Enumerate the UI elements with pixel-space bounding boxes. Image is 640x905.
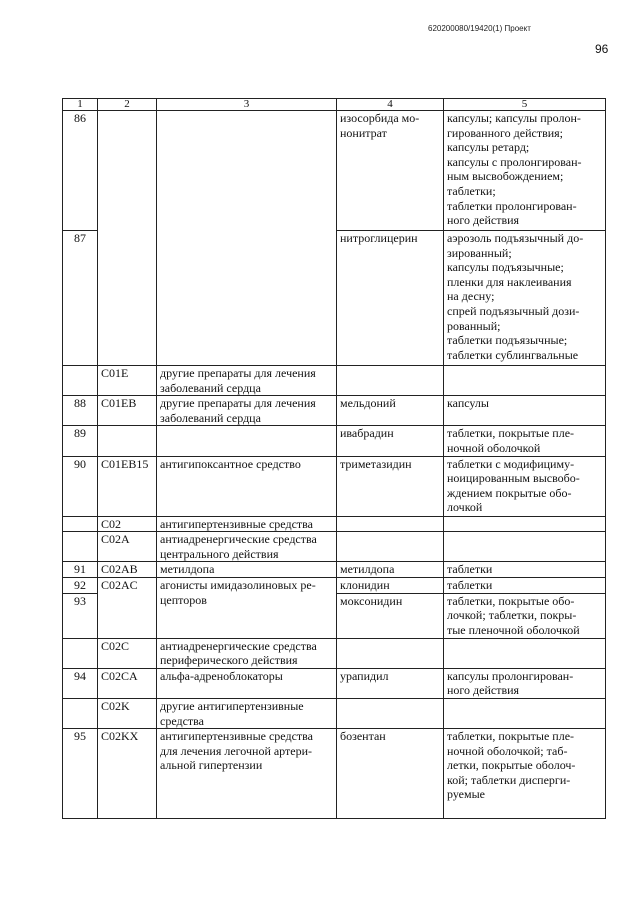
table-row [63,577,606,593]
atc-code: C01EB15 [98,456,157,516]
form-line: ным высвобождением; [447,169,564,184]
header-col-1: 1 [63,99,98,111]
form-line: таблетки, покрытые обо- [447,593,575,608]
pharm-group [157,532,337,562]
row-number: 86 [63,111,98,231]
inn-line: ивабрадин [340,426,394,441]
inn-line: триметазидин [340,456,412,471]
pharm-group [157,516,337,532]
form-line: капсулы [447,396,489,411]
form-line: кой; таблетки дисперги- [447,772,571,787]
atc-code [98,111,157,231]
header-col-3: 3 [157,99,337,111]
table-row [63,456,606,516]
dosage-forms [444,231,606,366]
atc-code: C02AB [98,562,157,578]
header-col-4: 4 [337,99,444,111]
form-line: капсулы подъязычные; [447,260,564,275]
table-row [63,396,606,426]
group-line: средства [160,713,205,728]
dosage-forms [444,638,606,668]
pharm-group [157,426,337,456]
group-line: другие препараты для лечения [160,366,316,380]
inn-line: мельдоний [340,396,396,411]
atc-code: C01EB [98,396,157,426]
dosage-forms [444,729,606,819]
dosage-forms [444,577,606,593]
group-line: метилдопа [160,562,215,577]
pharm-group [157,638,337,668]
table-row [63,562,606,578]
table-row [63,698,606,728]
form-line: капсулы пролонгирован- [447,668,574,683]
group-line: антиадренергические средства [160,638,317,653]
form-line: аэрозоль подъязычный до- [447,231,584,245]
inn-name [337,638,444,668]
dosage-forms [444,426,606,456]
group-line: для лечения легочной артери- [160,743,313,758]
row-number [63,698,98,728]
form-line: капсулы; капсулы пролон- [447,111,581,125]
row-number: 94 [63,668,98,698]
dosage-forms [444,593,606,638]
inn-line: нитроглицерин [340,231,418,245]
table-row [63,668,606,698]
table-row [63,231,606,366]
form-line: таблетки [447,577,493,592]
dosage-forms [444,366,606,396]
row-number: 88 [63,396,98,426]
group-line: альной гипертензии [160,758,263,773]
form-line: лочкой; таблетки, покры- [447,608,577,623]
document-id: 620200080/19420(1) Проект [428,24,531,33]
form-line: ного действия [447,683,520,698]
table-row [63,516,606,532]
atc-code: C02A [98,532,157,562]
pharm-group [157,698,337,728]
form-line: таблетки пролонгирован- [447,198,577,213]
group-line: антигипоксантное средство [160,456,301,471]
header-col-2: 2 [98,99,157,111]
group-line: агонисты имидазолиновых ре- [160,577,316,592]
form-line: таблетки; [447,183,496,198]
dosage-forms [444,396,606,426]
page-number: 96 [595,42,609,56]
form-line: таблетки подъязычные; [447,333,568,348]
form-line: тые пленочной оболочкой [447,622,580,637]
form-line: лочкой [447,500,483,515]
row-number: 91 [63,562,98,578]
drug-table [62,98,606,819]
row-number: 89 [63,426,98,456]
atc-code: C02CA [98,668,157,698]
table-row [63,532,606,562]
atc-code: C02 [98,516,157,532]
table-row [63,638,606,668]
form-line: ного действия [447,213,520,228]
pharm-group [157,396,337,426]
inn-name [337,516,444,532]
group-line: центрального действия [160,546,279,561]
atc-code: C02C [98,638,157,668]
pharm-group [157,366,337,396]
inn-name [337,456,444,516]
form-line: ноицированным высвобо- [447,471,580,486]
form-line: таблетки с модифициму- [447,456,575,471]
row-number: 87 [63,231,98,366]
group-line: другие препараты для лечения [160,396,316,411]
dosage-forms [444,668,606,698]
form-line: рованный; [447,318,501,333]
row-number [63,366,98,396]
pharm-group [157,577,337,638]
row-number [63,516,98,532]
group-line: заболеваний сердца [160,380,261,395]
group-line: другие антигипертензивные [160,698,304,713]
group-line: цепторов [160,592,207,607]
atc-code: C02K [98,698,157,728]
dosage-forms [444,111,606,231]
pharm-group [157,729,337,819]
inn-name [337,366,444,396]
form-line: на десну; [447,289,495,304]
dosage-forms [444,456,606,516]
inn-name [337,231,444,366]
inn-line: клонидин [340,577,390,592]
header-col-5: 5 [444,99,606,111]
inn-name [337,426,444,456]
header-row [63,99,606,111]
table-row [63,729,606,819]
dosage-forms [444,532,606,562]
atc-code: C02KX [98,729,157,819]
form-line: капсулы с пролонгирован- [447,154,582,169]
dosage-forms [444,562,606,578]
atc-code: C01E [98,366,157,396]
form-line: таблетки, покрытые пле- [447,729,575,744]
atc-code: C02AC [98,577,157,638]
form-line: ждением покрытые обо- [447,485,572,500]
inn-line: изосорбида мо- [340,111,420,125]
row-number: 90 [63,456,98,516]
table-row [63,426,606,456]
pharm-group [157,456,337,516]
form-line: зированный; [447,245,512,260]
group-line: антиадренергические средства [160,532,317,547]
row-number: 95 [63,729,98,819]
inn-name [337,562,444,578]
form-line: таблетки [447,562,493,577]
form-line: летки, покрытые оболоч- [447,758,576,773]
inn-line: бозентан [340,729,386,744]
inn-name [337,698,444,728]
inn-line: нонитрат [340,125,387,140]
table-row [63,366,606,396]
form-line: пленки для наклеивания [447,274,572,289]
table-row [63,111,606,231]
dosage-forms [444,516,606,532]
form-line: гированного действия; [447,125,564,140]
pharm-group [157,111,337,231]
row-number [63,532,98,562]
inn-name [337,577,444,593]
group-line: антигипертензивные средства [160,729,313,744]
form-line: ночной оболочкой [447,440,541,455]
pharm-group [157,231,337,366]
form-line: ночной оболочкой; таб- [447,743,568,758]
form-line: спрей подъязычный дози- [447,303,580,318]
form-line: руемые [447,787,485,802]
group-line: заболеваний сердца [160,410,261,425]
inn-name [337,593,444,638]
dosage-forms [444,698,606,728]
group-line: антигипертензивные средства [160,516,313,531]
atc-code [98,231,157,366]
form-line: таблетки сублингвальные [447,347,579,362]
row-number: 92 [63,577,98,593]
inn-name [337,532,444,562]
row-number [63,638,98,668]
inn-name [337,729,444,819]
form-line: капсулы ретард; [447,140,530,155]
pharm-group [157,668,337,698]
row-number: 93 [63,593,98,638]
inn-line: метилдопа [340,562,395,577]
inn-name [337,668,444,698]
group-line: альфа-адреноблокаторы [160,668,283,683]
inn-line: урапидил [340,668,389,683]
inn-name [337,111,444,231]
inn-line: моксонидин [340,593,403,608]
form-line: таблетки, покрытые пле- [447,426,575,441]
pharm-group [157,562,337,578]
atc-code [98,426,157,456]
inn-name [337,396,444,426]
group-line: периферического действия [160,653,298,668]
